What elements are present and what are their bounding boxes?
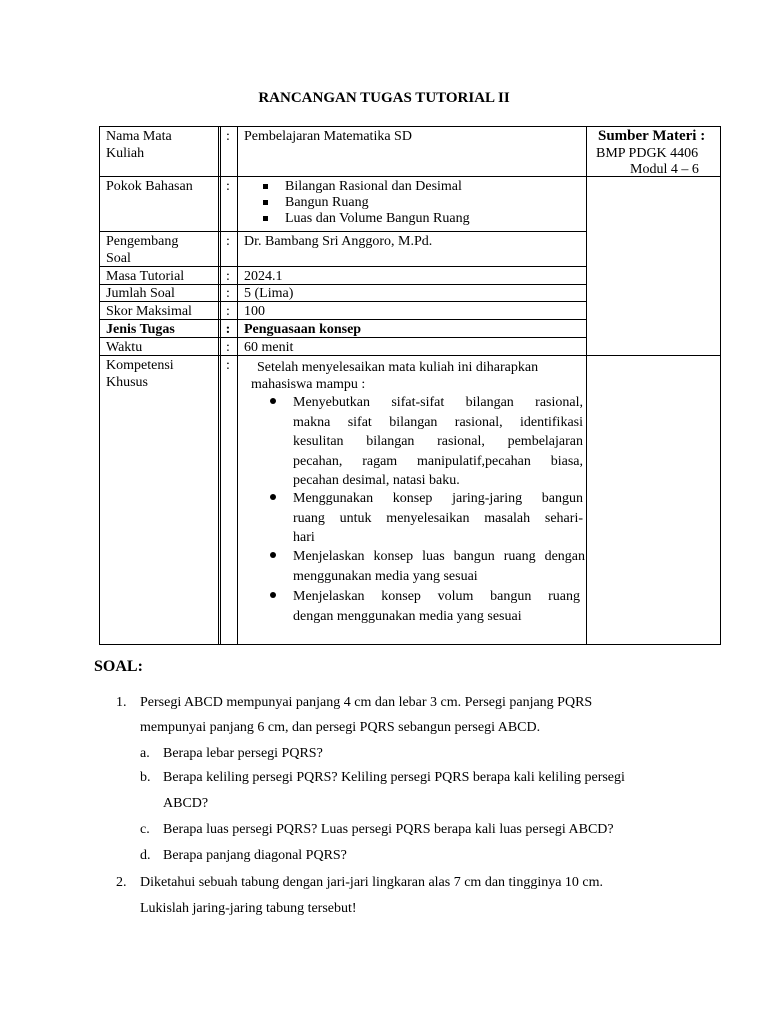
label-waktu: Waktu bbox=[106, 340, 143, 355]
subquestion-text: Berapa keliling persegi PQRS? Keliling persegi PQRS berapa kali keliling persegi bbox=[163, 770, 625, 785]
value-pengembang-soal: Dr. Bambang Sri Anggoro, M.Pd. bbox=[244, 234, 433, 249]
question-number: 1. bbox=[116, 695, 127, 710]
value-nama-mata-kuliah: Pembelajaran Matematika SD bbox=[244, 129, 412, 144]
subquestion-marker: a. bbox=[140, 746, 150, 761]
kompetensi-item: Menyebutkan sifat-sifat bilangan rasional, makna sifat bilangan rasional, identifikasi kesulitan bilangan rasional, pembelajaran pecahan, ragam manipulatif,pecahan biasa, pecahan desimal, natasi baku. bbox=[293, 395, 583, 488]
subquestion-marker: d. bbox=[140, 848, 151, 863]
bullet-dot-icon bbox=[270, 552, 276, 558]
subquestion-marker: b. bbox=[140, 770, 151, 785]
label-pokok-bahasan: Pokok Bahasan bbox=[106, 179, 193, 194]
square-bullet-icon bbox=[263, 184, 268, 189]
pokok-item: Luas dan Volume Bangun Ruang bbox=[285, 211, 470, 226]
table-bottom-border bbox=[99, 644, 721, 645]
sumber-materi-modul: Modul 4 – 6 bbox=[630, 162, 699, 177]
square-bullet-icon bbox=[263, 216, 268, 221]
colon: : bbox=[226, 286, 230, 301]
sumber-materi-bmp: BMP PDGK 4406 bbox=[596, 146, 699, 161]
colon: : bbox=[226, 179, 230, 194]
pokok-item: Bilangan Rasional dan Desimal bbox=[285, 179, 462, 194]
table-row-divider bbox=[99, 176, 721, 177]
subquestion-text: Berapa lebar persegi PQRS? bbox=[163, 746, 323, 761]
bullet-dot-icon bbox=[270, 398, 276, 404]
value-waktu: 60 menit bbox=[244, 340, 294, 355]
sumber-materi-heading: Sumber Materi : bbox=[598, 128, 706, 144]
subquestion-text: Berapa panjang diagonal PQRS? bbox=[163, 848, 347, 863]
label-jenis-tugas: Jenis Tugas bbox=[106, 322, 175, 337]
table-column-divider bbox=[237, 126, 238, 645]
table-column-divider bbox=[586, 126, 587, 645]
subquestion-text: ABCD? bbox=[163, 796, 209, 811]
kompetensi-item: Menjelaskan konsep volum bangun ruang dengan menggunakan media yang sesuai bbox=[293, 589, 580, 624]
colon: : bbox=[226, 129, 230, 144]
question-text: Persegi ABCD mempunyai panjang 4 cm dan lebar 3 cm. Persegi panjang PQRS bbox=[140, 695, 593, 710]
bullet-dot-icon bbox=[270, 494, 276, 500]
table-column-divider bbox=[218, 126, 219, 645]
colon: : bbox=[226, 304, 230, 319]
square-bullet-icon bbox=[263, 200, 268, 205]
table-right-border bbox=[720, 126, 721, 645]
subquestion-text: Berapa luas persegi PQRS? Luas persegi PQRS berapa kali luas persegi ABCD? bbox=[163, 822, 614, 837]
bullet-dot-icon bbox=[270, 592, 276, 598]
table-row-divider bbox=[99, 231, 587, 232]
question-number: 2. bbox=[116, 875, 127, 890]
document-title: RANCANGAN TUGAS TUTORIAL II bbox=[258, 90, 510, 106]
table-column-divider bbox=[220, 126, 221, 645]
question-text: mempunyai panjang 6 cm, dan persegi PQRS sebangun persegi ABCD. bbox=[140, 720, 541, 735]
subquestion-marker: c. bbox=[140, 822, 150, 837]
colon: : bbox=[226, 358, 230, 373]
kompetensi-intro: Setelah menyelesaikan mata kuliah ini diharapkan bbox=[257, 360, 539, 375]
value-jenis-tugas: Penguasaan konsep bbox=[244, 322, 362, 337]
colon: : bbox=[226, 234, 230, 249]
question-text: Lukislah jaring-jaring tabung tersebut! bbox=[140, 901, 357, 916]
table-row-divider bbox=[99, 355, 721, 356]
table-top-border bbox=[99, 126, 721, 127]
label-nama-mata-kuliah: Nama Mata Kuliah bbox=[106, 129, 172, 161]
colon: : bbox=[225, 322, 231, 337]
colon: : bbox=[226, 269, 230, 284]
label-jumlah-soal: Jumlah Soal bbox=[106, 286, 175, 301]
label-kompetensi-khusus: Kompetensi Khusus bbox=[106, 358, 174, 390]
question-text: Diketahui sebuah tabung dengan jari-jari lingkaran alas 7 cm dan tingginya 10 cm. bbox=[140, 875, 604, 890]
label-masa-tutorial: Masa Tutorial bbox=[106, 269, 185, 284]
pokok-item: Bangun Ruang bbox=[285, 195, 369, 210]
value-skor-maksimal: 100 bbox=[244, 304, 265, 319]
table-left-border bbox=[99, 126, 100, 645]
kompetensi-item: Menggunakan konsep jaring-jaring bangun ruang untuk menyelesaikan masalah sehari- hari bbox=[293, 491, 583, 545]
soal-heading: SOAL: bbox=[94, 658, 143, 675]
kompetensi-intro: mahasiswa mampu : bbox=[251, 377, 366, 392]
label-skor-maksimal: Skor Maksimal bbox=[106, 304, 192, 319]
colon: : bbox=[226, 340, 230, 355]
value-masa-tutorial: 2024.1 bbox=[244, 269, 283, 284]
value-jumlah-soal: 5 (Lima) bbox=[244, 286, 294, 301]
kompetensi-item: Menjelaskan konsep luas bangun ruang dengan menggunakan media yang sesuai bbox=[293, 549, 585, 584]
label-pengembang-soal: Pengembang Soal bbox=[106, 234, 179, 266]
